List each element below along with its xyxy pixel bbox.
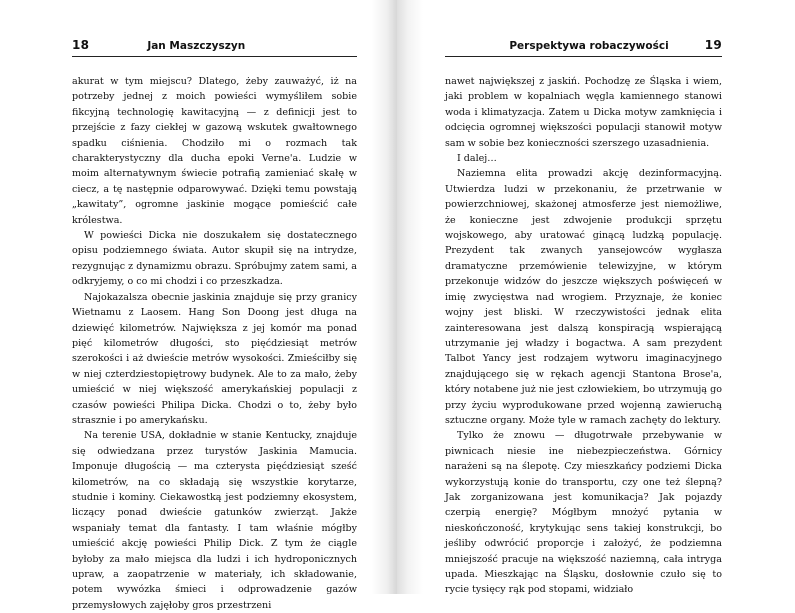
gutter-shadow bbox=[397, 0, 423, 594]
running-head-right bbox=[445, 38, 722, 57]
paragraph: akurat w tym miejscu? Dlatego, żeby zauważyć, iż na potrzeby jednej z moich powieści wymyśliłem sobie fikcyjną technologię kawitacyjną — z definicji jest to przejście z fazy ciekłej w gazową wskutek gwałtownego spadku ciśnienia. Chodziło mi o rozmach tak charakterystyczny dla ducha epoki Verne'a. Ludzie w moim alternatywnym świecie potrafią zamieniać skałę w ciecz, a tę następnie odparowywać. Dzięki temu powstają „kawitaty”, ogromne jaskinie mogące pomieścić całe królestwa. bbox=[72, 76, 357, 226]
left-page bbox=[0, 0, 397, 611]
paragraph: Tylko że znowu — długotrwałe przebywanie w piwnicach niesie ine niebezpieczeństwa. Górnicy narażeni są na ślepotę. Czy mieszkańcy podziemi Dicka wykorzystują konie do transportu, czy one też ślepną? Jak zorganizowana jest komunikacja? Jak pojazdy czerpią energię? Mógłbym mnożyć pytania w nieskończoność, krytykując sens takiej konstrukcji, bo jeśliby odwrócić proporcje i założyć, że podziemna mniejszość pracuje na większość naziemną, cała intryga upada. Mieszkając na Śląsku, dosłownie czuło się to rycie tysięcy rąk pod stopami, widziało bbox=[445, 430, 722, 596]
page-number: 18 bbox=[72, 38, 90, 52]
running-title: Jan Maszczyszyn bbox=[147, 40, 246, 52]
paragraph: W powieści Dicka nie doszukałem się dostatecznego opisu podziemnego świata. Autor skupił się na intrydze, rezygnując z dynamizmu obrazu. Spróbujmy zatem sami, a odkryjemy, o co mi chodzi i co przeszkadza. bbox=[72, 230, 357, 288]
body-text-left bbox=[72, 74, 357, 613]
paragraph: Najokazalsza obecnie jaskinia znajduje się przy granicy Wietnamu z Laosem. Hang Son Doong jest długa na dziewięć kilometrów. Największa z jej komór ma ponad pięć kilometrów długości, sto pięćdziesiąt metrów szerokości i aż dwieście metrów wysokości. Zmieściłby się w niej czterdziestopiętrowy budynek. Ale to za mało, żeby umieścić w niej większość amerykańskiej populacji z czasów powieści Philipa Dicka. Chodzi o to, żeby było strasznie i po amerykańsku. bbox=[72, 291, 357, 426]
running-head-left bbox=[72, 38, 357, 57]
paragraph: nawet największej z jaskiń. Pochodzę ze Śląska i wiem, jaki problem w kopalniach węgla kamiennego stanowi woda i klimatyzacja. Zatem u Dicka motyw zamknięcia i odcięcia ogromnej większości populacji stanowił motyw sam w sobie bez konieczności szerszego uzasadnienia. bbox=[445, 76, 722, 149]
body-text-right bbox=[445, 74, 722, 598]
page-number: 19 bbox=[704, 38, 722, 52]
paragraph: Na terenie USA, dokładnie w stanie Kentucky, znajduje się odwiedzana przez turystów Jaskinia Mamucia. Imponuje długością — ma czterysta pięćdziesiąt sześć kilometrów, na co składają się wszystkie korytarze, studnie i kominy. Ciekawostką jest podziemny ekosystem, liczący ponad dwieście gatunków zwierząt. Jakże wspaniały temat dla fantasty. I tam właśnie mógłby umieścić akcję powieści Philip Dick. Z tym że ciągle byłoby za mało miejsca dla ludzi i ich hydroponicznych upraw, a zaopatrzenie w materiały, ich składowanie, potem wywózka śmieci i odprowadzenie gazów przemysłowych zajęłoby gros przestrzeni bbox=[72, 430, 357, 611]
running-title: Perspektywa robaczywości bbox=[509, 40, 669, 52]
gutter-shadow bbox=[371, 0, 397, 594]
paragraph: I dalej… bbox=[457, 153, 497, 165]
right-page bbox=[397, 0, 794, 594]
paragraph: Naziemna elita prowadzi akcję dezinformacyjną. Utwierdza ludzi w przekonaniu, że przetrwanie w powierzchniowej, skażonej atmosferze jest niemożliwe, że konieczne jest zdwojenie produkcji sprzętu wojskowego, aby uratować ginącą ludzką populację. Prezydent tak zwanych yansejowców wygłasza dramatyczne przemówienie telewizyjne, w którym przekonuje widzów do jeszcze większych poświęceń w imię zwycięstwa nad wrogiem. Przyznaje, że koniec wojny jest bliski. W rzeczywistości jednak elita zainteresowana jest dalszą konspiracją wspierającą utrzymanie jej władzy i bogactwa. A sam prezydent Talbot Yancy jest rodzajem wytworu imaginacyjnego znajdującego się w rękach agencji Stantona Brose'a, który notabene już nie jest człowiekiem, bo utrzymują go przy życiu wyprodukowane przed wojenną zawieruchą sztuczne organy. Może tyle w ramach zachęty do lektury. bbox=[445, 168, 722, 426]
